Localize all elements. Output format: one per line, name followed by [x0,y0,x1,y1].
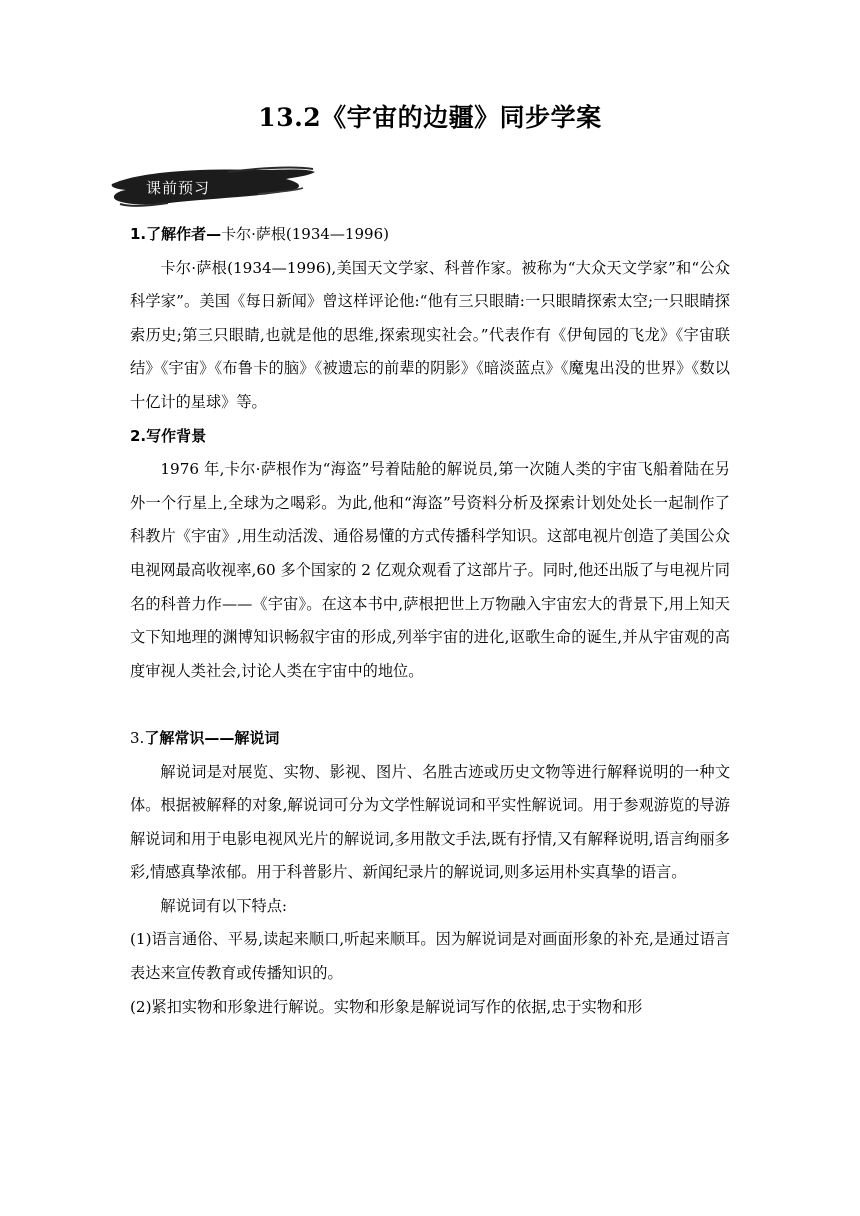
author-paragraph: 卡尔·萨根(1934—1996),美国天文学家、科普作家。被称为“大众天文学家”和“公众科学家”。美国《每日新闻》曾这样评论他:“他有三只眼睛:一只眼睛探索太空;一只眼睛探索历史;第三只眼睛,也就是他的思维,探索现实社会。”代表作有《伊甸园的飞龙》《宇宙联结》《宇宙》《布鲁卡的脑》《被遗忘的前辈的阴影》《暗淡蓝点》《魔鬼出没的世界》《数以十亿计的星球》等。 [130,258,730,411]
commentary-paragraph: 解说词是对展览、实物、影视、图片、名胜古迹或历史文物等进行解释说明的一种文体。根据被解释的对象,解说词可分为文学性解说词和平实性解说词。用于参观游览的导游解说词和用于电影电视风光片的解说词,多用散文手法,既有抒情,又有解释说明,语言绚丽多彩,情感真挚浓郁。用于科普影片、新闻纪录片的解说词,则多运用朴实真挚的语言。 [130,762,730,882]
section-banner [108,164,318,210]
background-paragraph: 1976 年,卡尔·萨根作为“海盗”号着陆舱的解说员,第一次随人类的宇宙飞船着陆在另外一个行星上,全球为之喝彩。为此,他和“海盗”号资料分析及探索计划处处长一起制作了科教片《宇宙》,用生动活泼、通俗易懂的方式传播科学知识。这部电视片创造了美国公众电视网最高收视率,60 多个国家的 2 亿观众观看了这部片子。同时,他还出版了与电视片同名的科普力作——《宇宙》。在这本书中,萨根把世上万物融入宇宙宏大的背景下,用上知天文下知地理的渊博知识畅叙宇宙的形成,列举宇宙的进化,讴歌生命的诞生,并从宇宙观的高度审视人类社会,讨论人类在宇宙中的地位。 [130,460,730,680]
document-body [130,218,730,1024]
brush-stroke-icon [108,164,318,210]
page-title: 13.2《宇宙的边疆》同步学案 [258,103,602,132]
section-heading-author [130,218,730,252]
section-heading-background: 2.写作背景 [130,426,207,445]
section-heading-commentary [130,722,730,756]
spacer [130,688,730,722]
feature-item-2: (2)紧扣实物和形象进行解说。实物和形象是解说词写作的依据,忠于实物和形 [130,997,643,1016]
banner-label: 课前预习 [146,179,211,197]
heading-bold-part: 1.了解作者— [130,225,222,243]
heading-text: 了解常识——解说词 [144,728,280,747]
feature-item-1: (1)语言通俗、平易,读起来顺口,听起来顺耳。因为解说词是对画面形象的补充,是通过语言表达来宣传教育或传播知识的。 [130,930,730,983]
features-intro: 解说词有以下特点: [160,896,288,915]
heading-number: 3. [130,728,145,747]
heading-plain-part: 卡尔·萨根(1934—1996) [221,225,389,243]
